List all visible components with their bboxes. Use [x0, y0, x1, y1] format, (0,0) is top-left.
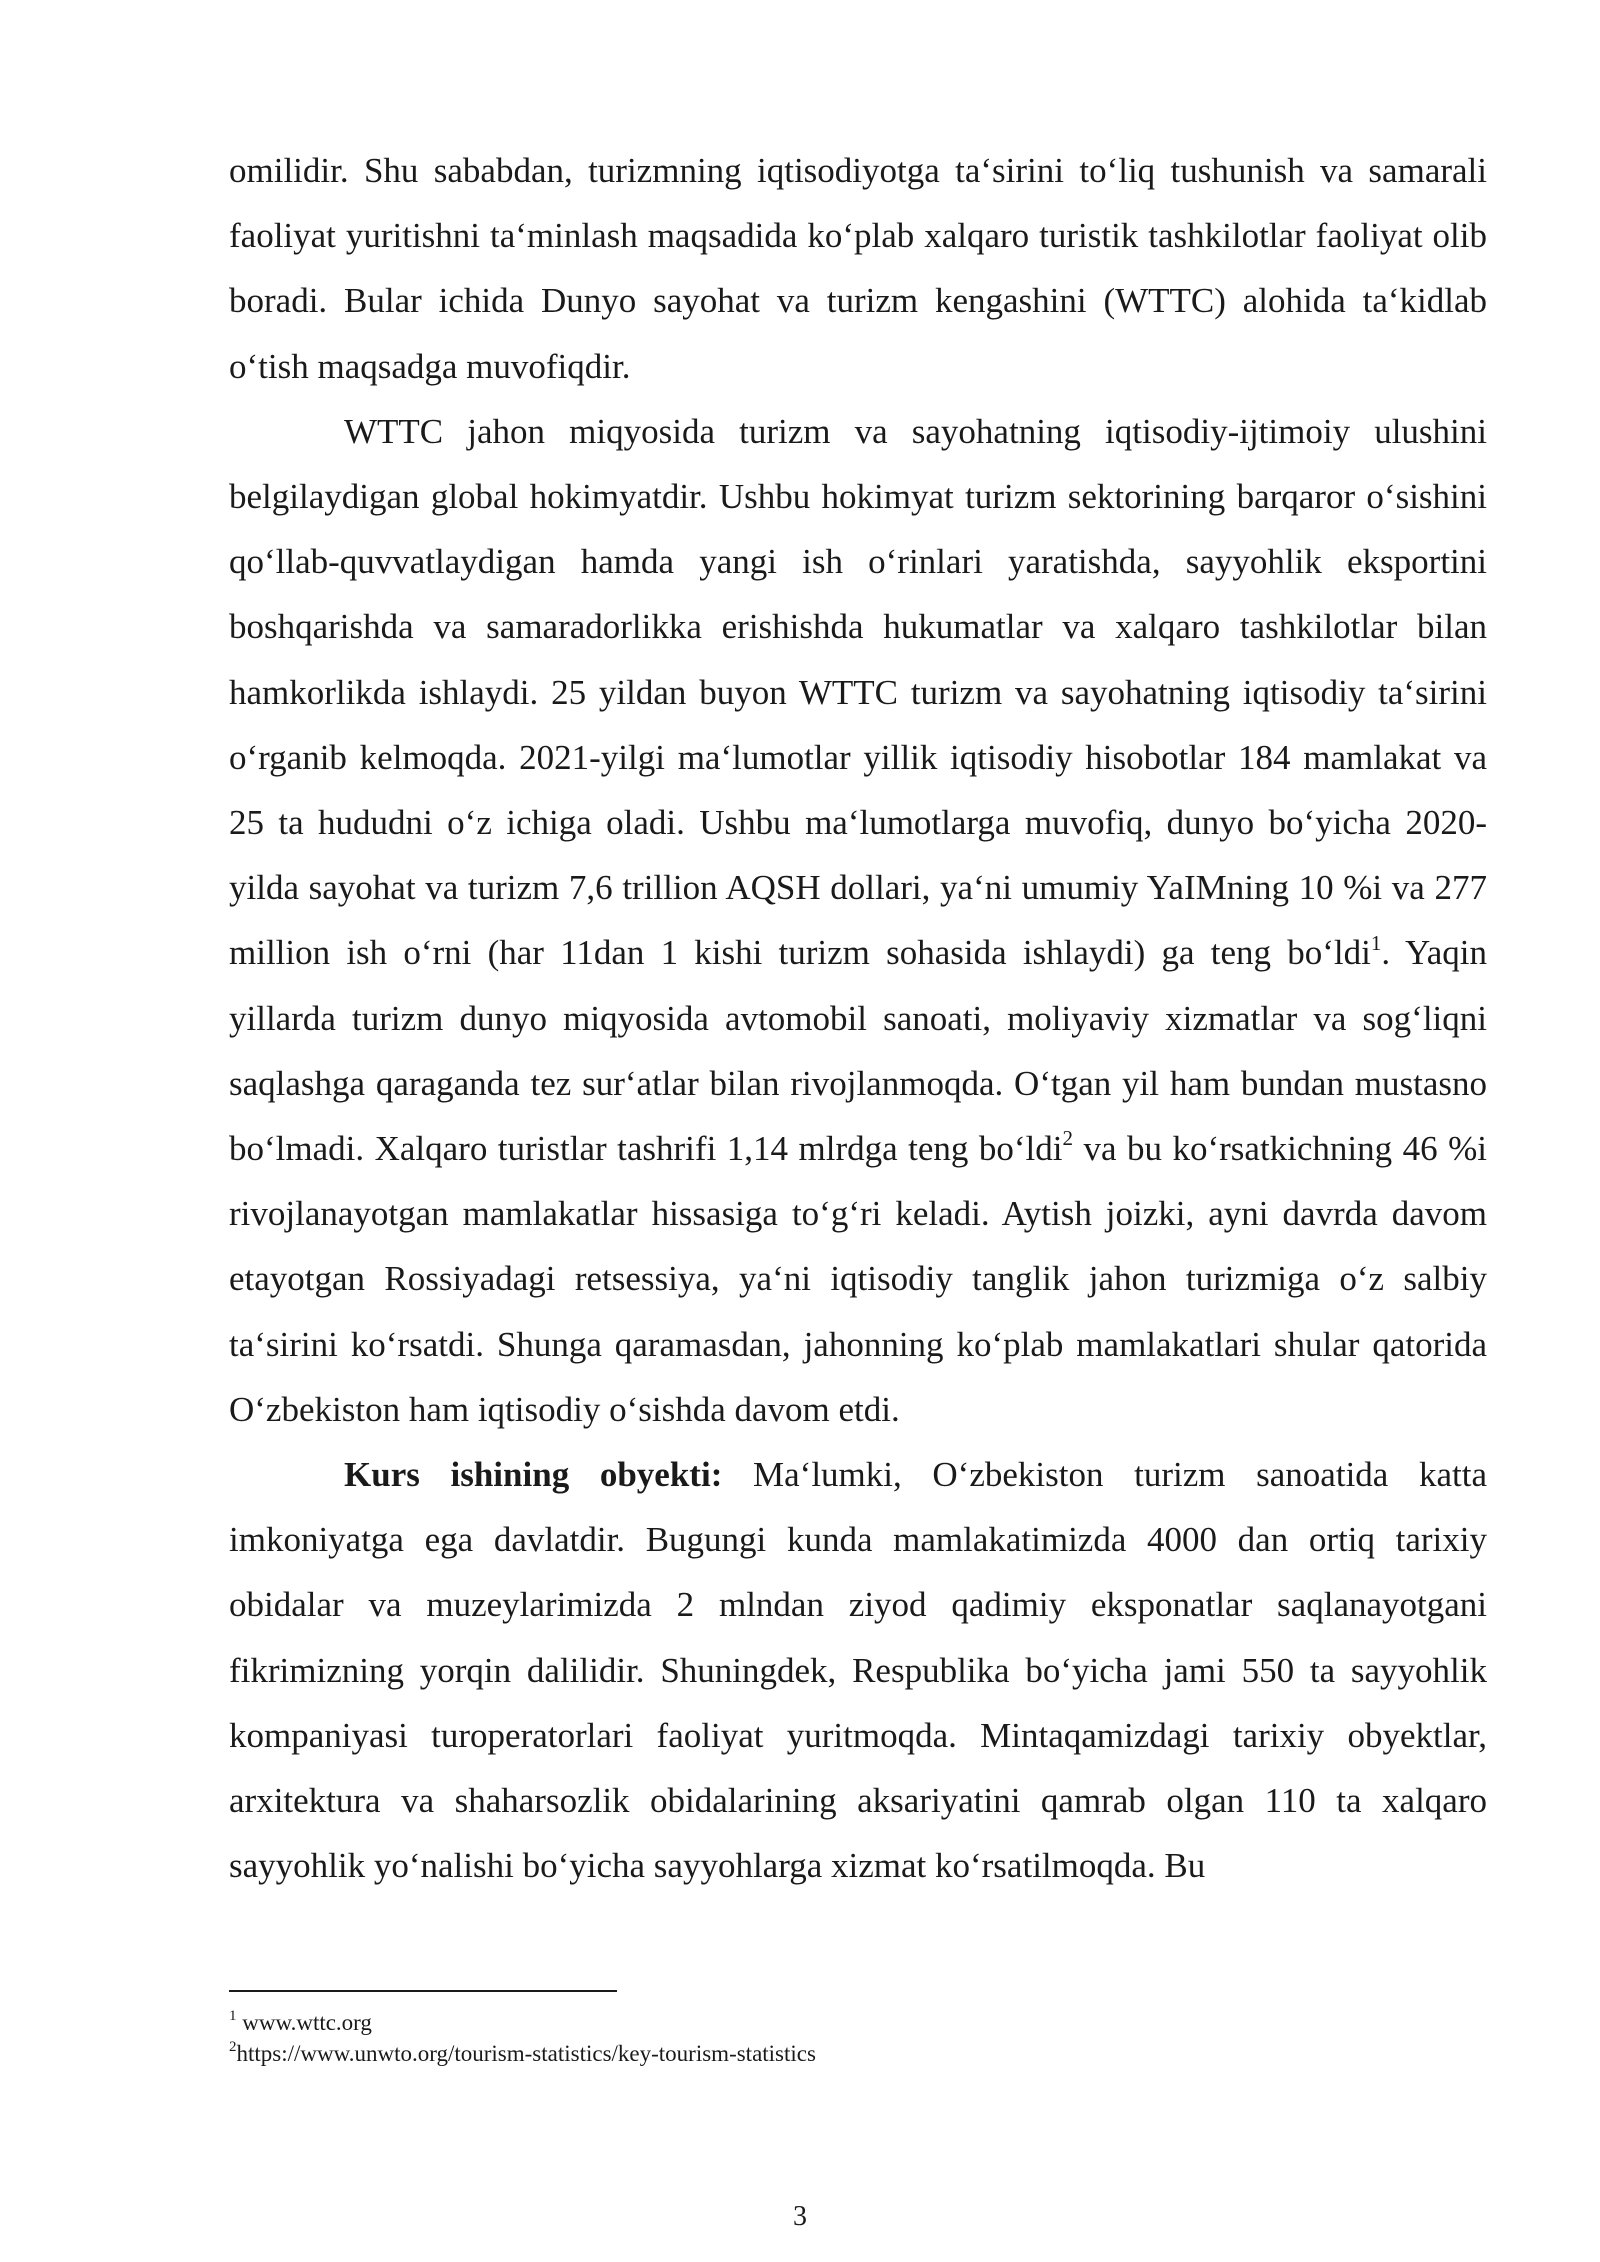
paragraph-intro: omilidir. Shu sababdan, turizmning iqtisodiyotga taʻsirini toʻliq tushunish va samarali faoliyat yuritishni taʻminlash maqsadida koʻplab xalqaro turistik tashkilotlar faoliyat olib boradi. Bular ichida Dunyo sayohat va turizm kengashini (WTTC) alohida taʻkidlab oʻtish maqsadga muvofiqdir.: [229, 151, 1487, 386]
footnote-1-text: www.wttc.org: [236, 2010, 372, 2035]
page-number: 3: [793, 2201, 807, 2232]
course-object-heading: Kurs ishining obyekti:: [344, 1455, 723, 1495]
footnote-ref-1[interactable]: 1: [1370, 930, 1382, 955]
footnote-1: [229, 2007, 1487, 2038]
paragraph-wttc: [229, 399, 1487, 1442]
paragraph-course-object: [229, 1442, 1487, 1898]
page-body: [229, 138, 1487, 1898]
footnote-separator: [229, 1990, 617, 1992]
footnote-ref-2[interactable]: 2: [1062, 1126, 1073, 1151]
footnote-1-mark: 1: [229, 2008, 237, 2025]
paragraph-wttc-text-3: va bu koʻrsatkichning 46 %i rivojlanayotgan mamlakatlar hissasiga toʻgʻri keladi. Aytish joizki, ayni davrda davom etayotgan Rossiyadagi retsessiya, yaʻni iqtisodiy tanglik jahon turizmiga oʻz salbiy taʻsirini koʻrsatdi. Shunga qaramasdan, jahonning koʻplab mamlakatlari shular qatorida Oʻzbekiston ham iqtisodiy oʻsishda davom etdi.: [229, 1129, 1487, 1429]
footnote-2-link[interactable]: https://www.unwto.org/tourism-statistics/key-tourism-statistics: [236, 2041, 816, 2066]
paragraph-wttc-text-1: WTTC jahon miqyosida turizm va sayohatning iqtisodiy-ijtimoiy ulushini belgilaydigan global hokimyatdir. Ushbu hokimyat turizm sektorining barqaror oʻsishini qoʻllab-quvvatlaydigan hamda yangi ish oʻrinlari yaratishda, sayyohlik eksportini boshqarishda va samaradorlikka erishishda hukumatlar va xalqaro tashkilotlar bilan hamkorlikda ishlaydi. 25 yildan buyon WTTC turizm va sayohatning iqtisodiy taʻsirini oʻrganib kelmoqda. 2021-yilgi maʻlumotlar yillik iqtisodiy hisobotlar 184 mamlakat va 25 ta hududni oʻz ichiga oladi. Ushbu maʻlumotlarga muvofiq, dunyo boʻyicha 2020-yilda sayohat va turizm 7,6 trillion AQSH dollari, yaʻni umumiy YaIMning 10 %i va 277 million ish oʻrni (har 11dan 1 kishi turizm sohasida ishlaydi) ga teng boʻldi: [229, 411, 1487, 973]
course-object-text: Maʻlumki, Oʻzbekiston turizm sanoatida katta imkoniyatga ega davlatdir. Bugungi kunda mamlakatimizda 4000 dan ortiq tarixiy obidalar va muzeylarimizda 2 mlndan ziyod qadimiy eksponatlar saqlanayotgani fikrimizning yorqin dalilidir. Shuningdek, Respublika boʻyicha jami 550 ta sayyohlik kompaniyasi turoperatorlari faoliyat yuritmoqda. Mintaqamizdagi tarixiy obyektlar, arxitektura va shaharsozlik obidalarining aksariyatini qamrab olgan 110 ta xalqaro sayyohlik yoʻnalishi boʻyicha sayyohlarga xizmat koʻrsatilmoqda. Bu: [229, 1455, 1487, 1886]
footnote-2-mark: 2: [229, 2039, 237, 2056]
footnote-2: [229, 2038, 1487, 2069]
paragraph-wttc-text-2: . Yaqin yillarda turizm dunyo miqyosida avtomobil sanoati, moliyaviy xizmatlar va sogʻliqni saqlashga qaraganda tez surʻatlar bilan rivojlanmoqda. Oʻtgan yil ham bundan mustasno boʻlmadi. Xalqaro turistlar tashrifi 1,14 mlrdga teng boʻldi: [229, 933, 1487, 1169]
footnotes: [229, 2007, 1487, 2069]
